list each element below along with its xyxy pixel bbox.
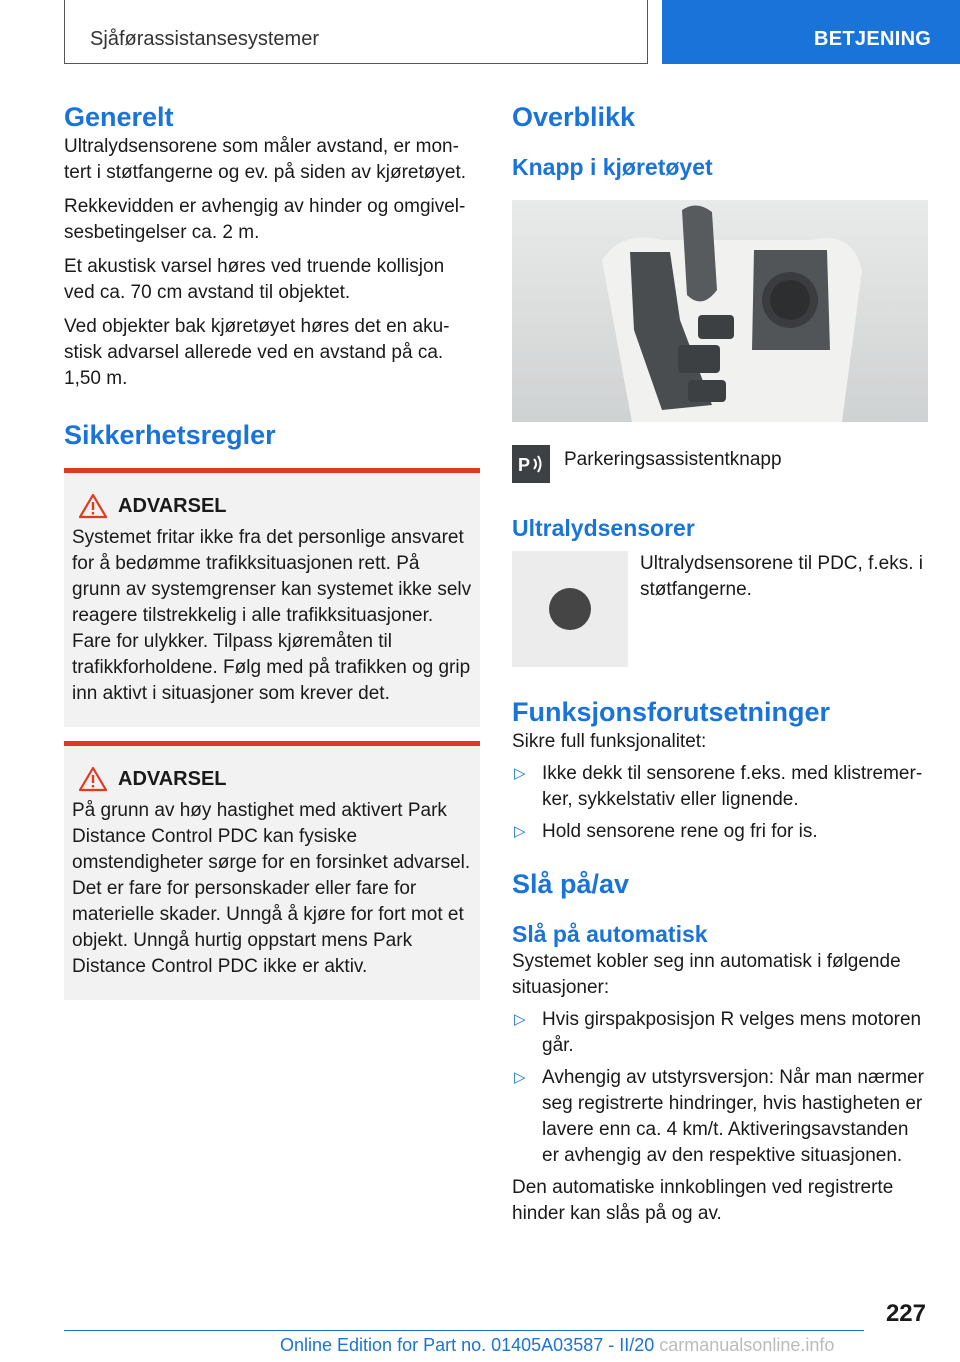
warning-1-text: Systemet fritar ikke fra det personlige ansvaret for å bedømme trafikksituasjonen rett. På grunn av systemgrenser kan systemet ikke selv reagere tilstrekkelig i alle trafikksituasjoner. Fare for ulykker. Tilpass kjøremåten til trafikkforholdene. Følg med på trafikken og grip inn aktivt i situasjoner som krever det. bbox=[72, 527, 472, 704]
footer-edition: Online Edition for Part no. 01405A03587 - II/20 bbox=[280, 1335, 655, 1355]
park-button-legend-text: Parkeringsassistentknapp bbox=[564, 449, 782, 470]
footer-watermark[interactable]: carmanualsonline.info bbox=[659, 1335, 835, 1355]
list-item: ▷ Hold sensorene rene og fri for is. bbox=[512, 819, 928, 845]
triangle-right-icon: ▷ bbox=[514, 765, 526, 782]
warning-2-text: På grunn av høy hastighet med aktivert Park Distance Control PDC kan fysiske omstendigheter sørge for en forsinket advarsel. Det er fare for personskader eller fare for materielle skader. Unngå å kjøre for fort mot et objekt. Unngå hurtig oppstart mens Park Distance Control PDC ikke er aktiv. bbox=[72, 800, 471, 977]
sensor-row bbox=[512, 551, 928, 667]
funksjon-list bbox=[512, 761, 928, 845]
generelt-paragraph-4: Ved objekter bak kjøretøyet høres det en akustisk advarsel allerede ved en avstand på ca. 1,50 m. bbox=[64, 316, 450, 389]
funksjon-heading: Funksjonsforutsetninger bbox=[512, 697, 831, 727]
auto-intro: Systemet kobler seg inn automatisk i følgende situasjoner: bbox=[512, 951, 901, 998]
warning-1-title: ADVARSEL bbox=[118, 494, 227, 517]
warning-triangle-icon bbox=[78, 766, 108, 792]
list-item: ▷ Avhengig av utstyrsversjon: Når man nærmer seg registrerte hindringer, hvis hastigheten er lavere enn ca. 4 km/t. Aktiveringsavstanden er avhengig av den respektive situasjonen. bbox=[514, 1067, 924, 1166]
svg-text:P: P bbox=[518, 455, 531, 475]
ultralyd-text: Ultralydsensorene til PDC, f.eks. i støtfangerne. bbox=[640, 553, 923, 600]
triangle-right-icon: ▷ bbox=[514, 1069, 526, 1086]
warning-triangle-icon bbox=[78, 493, 108, 519]
triangle-right-icon: ▷ bbox=[514, 1011, 526, 1028]
generelt-paragraph-1: Ultralydsensorene som måler avstand, er montert i støtfangerne og ev. på siden av kjøretøyet. bbox=[64, 136, 466, 183]
sikkerhet-heading: Sikkerhetsregler bbox=[64, 420, 276, 450]
ultralyd-heading: Ultralydsensorer bbox=[512, 515, 695, 541]
center-console-image bbox=[512, 200, 928, 422]
park-button-legend bbox=[512, 445, 928, 483]
park-assist-icon bbox=[512, 445, 550, 483]
left-column bbox=[64, 100, 480, 1000]
footer-divider bbox=[64, 1330, 864, 1331]
knapp-heading: Knapp i kjøretøyet bbox=[512, 154, 713, 180]
generelt-heading: Generelt bbox=[64, 102, 174, 132]
slaa-heading: Slå på/av bbox=[512, 869, 630, 899]
overblikk-heading: Overblikk bbox=[512, 102, 636, 132]
page-number: 227 bbox=[885, 1300, 926, 1327]
generelt-paragraph-3: Et akustisk varsel høres ved truende kollisjon ved ca. 70 cm avstand til objektet. bbox=[64, 256, 445, 303]
right-column bbox=[512, 100, 928, 1227]
warning-box-2 bbox=[64, 741, 480, 1000]
auto-outro: Den automatiske innkoblingen ved registrerte hinder kan slås på og av. bbox=[512, 1177, 894, 1224]
funksjon-intro: Sikre full funksjonalitet: bbox=[512, 731, 707, 752]
list-item: ▷ Hvis girspakposisjon R velges mens motoren går. bbox=[514, 1009, 922, 1056]
list-item: ▷ Ikke dekk til sensorene f.eks. med klistremerker, sykkelstativ eller lignende. bbox=[514, 763, 923, 810]
header-box bbox=[64, 0, 648, 64]
sensor-image bbox=[512, 551, 628, 667]
warning-box-1 bbox=[64, 468, 480, 727]
sensor-dot-icon bbox=[549, 588, 591, 630]
header-tab[interactable]: BETJENING bbox=[662, 0, 960, 64]
triangle-right-icon: ▷ bbox=[514, 823, 526, 840]
generelt-paragraph-2: Rekkevidden er avhengig av hinder og omgivelsesbetingelser ca. 2 m. bbox=[64, 196, 466, 243]
footer bbox=[280, 1335, 834, 1356]
auto-list bbox=[512, 1007, 928, 1169]
warning-2-title: ADVARSEL bbox=[118, 767, 227, 790]
header-section-title: Sjåførassistansesystemer bbox=[90, 28, 319, 50]
auto-heading: Slå på automatisk bbox=[512, 921, 708, 947]
